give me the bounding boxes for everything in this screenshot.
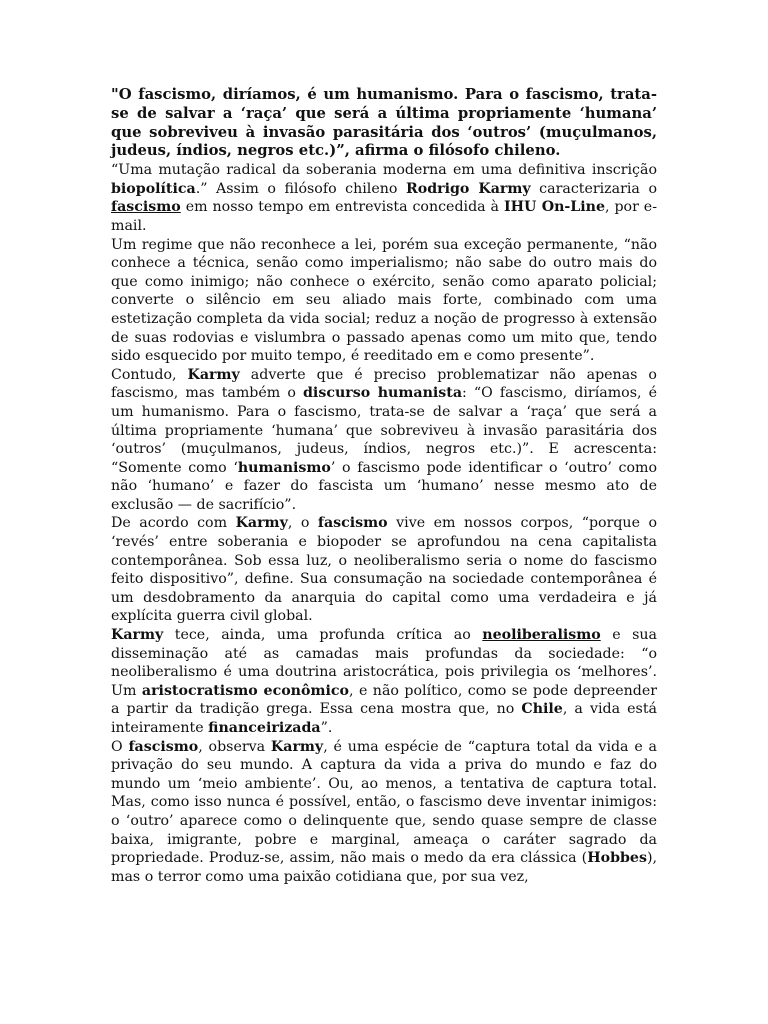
link-fascismo[interactable]: fascismo: [111, 199, 181, 216]
bold-karmy: Karmy: [187, 366, 240, 383]
bold-term-biopolitica: biopolítica: [111, 180, 196, 197]
bold-karmy: Karmy: [235, 515, 288, 532]
text-run: Contudo,: [111, 366, 188, 383]
bold-hobbes: Hobbes: [587, 850, 647, 867]
text-run: , observa: [198, 738, 271, 755]
text-run: : “O fascismo, diríamos, é um humanismo. Para o fascismo, trata-se de salvar a ‘raça’ que será a última propriamente ‘humana’ que sobreviveu à invasão parasitária dos ‘outros’ (muçulmanos, judeus, índios, negros etc.)”. E acrescenta: “Somente como ‘: [111, 385, 657, 476]
text-run: , por e-mail.: [111, 199, 658, 234]
bold-chile: Chile: [521, 701, 563, 718]
bold-aristocratismo-economico: aristocratismo econômico: [141, 682, 349, 699]
text-run: tece, ainda, uma profunda crítica ao: [163, 627, 483, 644]
text-run: O: [111, 738, 129, 755]
text-run: , é uma espécie de “captura total da vida e a privação do seu mundo. A captura da vida a priva do mundo e faz do mundo um ‘meio ambiente’. Ou, ao menos, a tentativa de captura total. Mas, como isso nunca é possível, então, o fascismo deve inventar inimigos: o ‘outro’ aparece como o delinquente que, sendo quase sempre de classe baixa, imigrante, pobre e marginal, ameaça o caráter sagrado da propriedade. Produz-se, assim, não mais o medo da era clássica (: [111, 738, 657, 867]
text-run: adverte que é preciso problematizar não apenas o fascismo, mas também o: [111, 366, 657, 402]
text-run: caracterizaria o: [530, 180, 657, 197]
text-run: , a vida está inteiramente: [111, 701, 657, 736]
text-run: em nosso tempo em entrevista concedida à: [180, 199, 504, 216]
observa-paragraph: [111, 738, 657, 887]
bold-ihu-online: IHU On-Line: [503, 199, 606, 216]
text-run: e sua disseminação até as camadas mais profundas da sociedade: “o neoliberalismo é uma doutrina aristocrática, pois privilegia os ‘melhores’. Um: [111, 627, 657, 699]
bold-financeirizada: financeirizada: [208, 720, 321, 736]
link-neoliberalismo[interactable]: neoliberalismo: [482, 627, 601, 644]
text-run: ”.: [320, 720, 333, 736]
bold-fascismo: fascismo: [317, 515, 388, 532]
acordo-paragraph: [111, 514, 657, 626]
bold-fascismo: fascismo: [128, 738, 199, 755]
text-run: vive em nossos corpos, “porque o ‘revés’ entre soberania e biopoder se aprofundou na cena capitalista contemporânea. Sob essa luz, o neoliberalismo seria o nome do fascismo feito dispositivo”, define. Sua consumação na sociedade contemporânea é um desdobramento da anarquia do capital como uma verdadeira e já explícita guerra civil global.: [111, 515, 658, 625]
text-run: ’ o fascismo pode identificar o ‘outro’ como não ‘humano’ e fazer do fascista um ‘humano’ nesse mesmo ato de exclusão — de sacrifício”.: [111, 459, 657, 513]
text-run: ), mas o terror como uma paixão cotidiana que, por sua vez,: [111, 850, 657, 885]
intro-paragraph: [111, 161, 657, 235]
contudo-paragraph: [111, 366, 657, 515]
tece-paragraph: [111, 626, 657, 738]
bold-humanismo: humanismo: [237, 459, 331, 476]
article-body: [111, 86, 657, 886]
regime-paragraph: Um regime que não reconhece a lei, porém sua exceção permanente, “não conhece a técnica, senão como imperialismo; não sabe do outro mais do que como inimigo; não conhece o exército, senão como aparato policial; converte o silêncio em seu aliado mais forte, combinado com uma estetização completa da vida social; reduz a noção de progresso à extensão de suas rodovias e vislumbra o passado apenas como um mito que, tendo sido esquecido por muito tempo, é reeditado em e como presente”.: [111, 236, 657, 365]
text-run: “Uma mutação radical da soberania moderna em uma definitiva inscrição: [111, 162, 657, 179]
bold-discurso-humanista: discurso humanista: [303, 385, 463, 402]
lead-quote: "O fascismo, diríamos, é um humanismo. Para o fascismo, trata-se de salvar a ‘raça’ que será a última propriamente ‘humana’ que sobreviveu à invasão parasitária dos ‘outros’ (muçulmanos, judeus, índios, negros etc.)”, afirma o filósofo chileno.: [111, 86, 657, 160]
text-run: De acordo com: [111, 515, 236, 532]
text-run: , e não político, como se pode depreender a partir da tradição grega. Essa cena mostra que, no: [111, 682, 658, 718]
bold-karmy: Karmy: [270, 738, 324, 755]
text-run: , o: [287, 515, 318, 532]
bold-name-rodrigo-karmy: Rodrigo Karmy: [405, 180, 531, 197]
bold-karmy: Karmy: [111, 627, 164, 644]
text-run: .” Assim o filósofo chileno: [195, 180, 406, 197]
